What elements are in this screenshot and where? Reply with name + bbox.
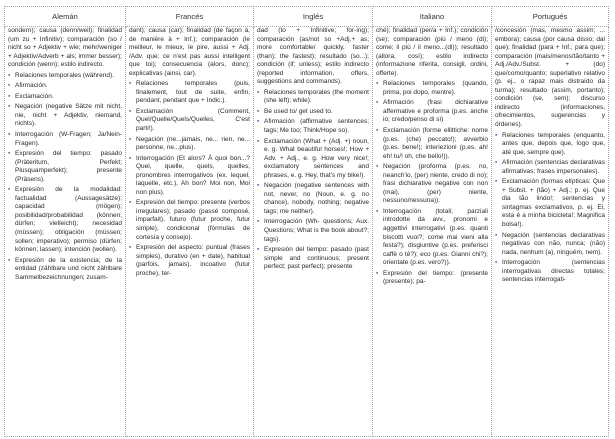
paragraph-text: Expresión del tiempo: (presente (presente); pa- bbox=[383, 269, 488, 286]
bullet-item bbox=[376, 127, 488, 161]
bullet-item bbox=[495, 259, 605, 285]
bullet-marker-icon: ▪ bbox=[8, 131, 11, 139]
bullet-marker-icon: ▪ bbox=[8, 82, 11, 90]
bullet-item bbox=[257, 138, 369, 181]
paragraph-text: dant); causa (car); finalidad (de façon à, de manière à + Inf.); comparación (le meilleur, le mieux, le pire, aussi + Adj. /Adv. que; ce n'est pas aussi intelligent que toi); consecuencia (alors, donc); explicativas (ainsi, car). bbox=[129, 27, 250, 77]
bullet-marker-icon: ▪ bbox=[495, 178, 498, 186]
paragraph-text: Afirmación (affirmative sentences; tags; Me too; Think/Hope so). bbox=[264, 118, 369, 135]
column-cell-aleman bbox=[5, 27, 126, 437]
column-cell-portugues bbox=[492, 27, 609, 437]
bullet-marker-icon: ▪ bbox=[376, 163, 379, 171]
bullet-item bbox=[257, 118, 369, 135]
continued-paragraph bbox=[8, 27, 122, 70]
paragraph-text: /concesión (mas, mesmo assim; ... embora); causa (por causa disso; dal que); finalidad (para + Inf.; para que); comparación (mais/menos/tão/tanto + Adj./Adv./Subst. + (do) que/como/quanto; superlativo relativo (p. ej., o rapaz mais distraído da turma); resultado (assim, portanto); condición (se, sem); discurso indirecto (informaciones, ofrecimientos, sugerencias y órdenes). bbox=[495, 27, 605, 129]
continued-paragraph bbox=[257, 27, 369, 87]
paragraph-text: Relaciones temporales (puis, finalement, tout de suite, enfin, pendant, pendant que + Indic.). bbox=[136, 80, 250, 105]
paragraph-text: Relaciones temporales (quando, prima, poi dopo, mentre). bbox=[383, 80, 488, 96]
cell-content bbox=[8, 27, 122, 436]
bullet-marker-icon: ▪ bbox=[376, 99, 379, 107]
paragraph-text: Interrogación (Et alors? À quoi bon...? Quel, quelle, quels, quelles, pronombres interrogativos (ex. lequel, laquelle, etc.), Ah bon? Moi non, Moi non plus). bbox=[136, 154, 250, 196]
bullet-marker-icon: ▪ bbox=[495, 159, 498, 167]
paragraph-text: Relaciones temporales (enquanto, antes que, depois que, logo que, até que, sempre que). bbox=[502, 131, 605, 156]
paragraph-text: Interrogación (totali; parziali introdotte da avv., pronomi e aggettivi interrogativi (p.es. quanti biscotti vuoi?; come mai vieni alla festa?); disgiuntive (p.es. preferisci caffè o tè?); eco (p.es. Gianni chi?); orientate (p.es. vero?)). bbox=[383, 207, 488, 267]
bullet-marker-icon: ▪ bbox=[257, 107, 260, 115]
language-grammar-table-wrapper bbox=[4, 6, 608, 434]
bullet-item bbox=[8, 82, 122, 91]
bullet-item bbox=[129, 199, 250, 242]
paragraph-text: Negación (negative Sätze mit nicht, nie, nicht + Adjektiv, niemand, nichts). bbox=[15, 103, 122, 128]
paragraph-text: dad (to + Infinitive; for-ing); comparación (as/not so +Adj.+ as; more comfortable/ quickly, faster (than); the fastest); resultado (so...); condición (if; unless); estilo indirecto (reported information, offers, suggestions and commands). bbox=[257, 27, 369, 86]
paragraph-text: Relaciones temporales (the moment (she left); while). bbox=[264, 88, 369, 105]
bullet-marker-icon: ▪ bbox=[8, 186, 11, 194]
bullet-marker-icon: ▪ bbox=[8, 103, 11, 111]
bullet-item bbox=[129, 108, 250, 134]
bullet-item bbox=[376, 270, 488, 287]
bullet-item bbox=[8, 150, 122, 184]
column-header-aleman: Alemán bbox=[5, 7, 126, 27]
paragraph-text: Expresión de la existencia; de la entidad (zählbare und nicht zählbare Sammelbezeichnungen; zusam- bbox=[15, 256, 122, 281]
bullet-marker-icon: ▪ bbox=[376, 80, 379, 88]
paragraph-text: Expresión de la modalidad: factualidad (Aussagesätze); capacidad (mögen); posibilidad/probabilidad (können; dürfen; vielleicht); necesidad (müssen); obligación (müssen; sollen; imperativo); permiso (dürfen; können; lassen); intención (wollen). bbox=[15, 186, 122, 254]
column-cell-ingles bbox=[254, 27, 373, 437]
paragraph-text: Interrogación (W-Fragen; Ja/Nein-Fragen). bbox=[15, 131, 122, 147]
bullet-item bbox=[257, 182, 369, 216]
continued-paragraph bbox=[376, 27, 488, 78]
bullet-marker-icon: ▪ bbox=[129, 154, 132, 162]
bullet-marker-icon: ▪ bbox=[257, 88, 260, 96]
paragraph-text: Expresión del tiempo: presente (verbos irregulares); pasado (passé composé, imparfait), futuro (futur proche, futur simple), condicional (fórmulas de cortesía y consejo). bbox=[136, 199, 250, 241]
continued-paragraph bbox=[129, 27, 250, 78]
column-header-ingles: Inglés bbox=[254, 7, 373, 27]
bullet-marker-icon: ▪ bbox=[8, 71, 11, 79]
bullet-marker-icon: ▪ bbox=[129, 244, 132, 252]
paragraph-text: Exclamación (What + (Adj. +) noun, e. g. What beautiful horses!; How + Adv. + Adj., e. g. How very nice!; exclamatory sentences and phrases, e. g. Hey, that's my bike!). bbox=[264, 137, 369, 179]
bullet-marker-icon: ▪ bbox=[495, 259, 498, 267]
bullet-item bbox=[257, 246, 369, 272]
column-cell-italiano bbox=[373, 27, 492, 437]
paragraph-text: Afirmación (frasi dichiarative affermative e proforma (p.es. anche io; credo/penso di sì) bbox=[383, 99, 488, 124]
bullet-item bbox=[129, 244, 250, 278]
bullet-item bbox=[376, 208, 488, 268]
bullet-marker-icon: ▪ bbox=[495, 131, 498, 139]
paragraph-text: Interrogación (sentencias interrogativas directas totales; sentencias interrogati- bbox=[502, 259, 605, 284]
bullet-item bbox=[495, 159, 605, 176]
bullet-item bbox=[129, 155, 250, 198]
bullet-item bbox=[257, 89, 369, 106]
bullet-item bbox=[257, 108, 369, 117]
bullet-item bbox=[8, 72, 122, 81]
cell-content bbox=[129, 27, 250, 436]
bullet-item bbox=[8, 93, 122, 102]
continued-paragraph bbox=[495, 27, 605, 130]
bullet-marker-icon: ▪ bbox=[257, 218, 260, 226]
paragraph-text: Exclamación (formas elípticas: Que + Subst. + (tão) + Adj.; p. ej. Que dia tão lindo!; sentencias y sintagmas exclamativos, p. ej. Ei, esta é a minha bicicleta!; Magnifica bolsa!). bbox=[502, 178, 605, 229]
bullet-item bbox=[495, 132, 605, 158]
column-header-portugues: Portugués bbox=[492, 7, 609, 27]
bullet-item bbox=[495, 232, 605, 258]
bullet-marker-icon: ▪ bbox=[376, 269, 379, 277]
bullet-marker-icon: ▪ bbox=[257, 246, 260, 254]
bullet-item bbox=[8, 257, 122, 283]
bullet-item bbox=[257, 218, 369, 244]
bullet-item bbox=[495, 178, 605, 229]
content-row bbox=[5, 27, 609, 437]
bullet-item bbox=[8, 131, 122, 148]
bullet-marker-icon: ▪ bbox=[8, 150, 11, 158]
bullet-item bbox=[129, 80, 250, 106]
bullet-marker-icon: ▪ bbox=[376, 207, 379, 215]
language-grammar-table bbox=[4, 6, 609, 437]
paragraph-text: Negación (ne...jamais, ne... rien, ne... personne, ne...plus). bbox=[136, 135, 250, 152]
paragraph-text: Expresión del aspecto: puntual (frases simples), durativo (en + date), habitual (parfois, jamais), incoativo (futur proche), ter- bbox=[136, 244, 250, 277]
cell-content bbox=[376, 27, 488, 436]
bullet-item bbox=[376, 99, 488, 125]
paragraph-text: Expresión del tiempo: pasado (past simple and continuous; present perfect; past perfect); presente bbox=[264, 246, 369, 271]
bullet-marker-icon: ▪ bbox=[257, 137, 260, 145]
paragraph-text: Expresión del tiempo: pasado (Präteritum, Perfekt; Plusquamperfekt); presente (Präsens). bbox=[15, 150, 122, 183]
bullet-item bbox=[8, 103, 122, 129]
paragraph-text: Negación (sentencias declarativas negativas con não, nunca; (não) nada, nenhum (a), ninguém, nem). bbox=[502, 231, 605, 256]
paragraph-text: Afirmación. bbox=[15, 82, 48, 90]
bullet-item bbox=[376, 80, 488, 97]
paragraph-text: ché); finalidad (per/a + Inf.); condición (se); comparación (più / meno (di); come; il più / il meno...(di)); resultado (allora, così); estilo indirecto (informazione riferita, consigli, ordini, offerte). bbox=[376, 27, 488, 77]
bullet-marker-icon: ▪ bbox=[257, 118, 260, 126]
column-header-frances: Francés bbox=[126, 7, 254, 27]
cell-content bbox=[257, 27, 369, 436]
cell-content bbox=[495, 27, 605, 436]
paragraph-text: Negación (proforma (p.es. no, neanch'io, (per) niente, credo di no); frasi dichiarative negative con non (mai), (per) niente, nessuno/nessuna)). bbox=[383, 163, 488, 205]
column-cell-frances bbox=[126, 27, 254, 437]
paragraph-text: Negación (negative sentences with not, never, no (Noun, e. g. no chance), nobody, nothing; negative tags; me neither). bbox=[264, 182, 369, 215]
column-header-italiano: Italiano bbox=[373, 7, 492, 27]
bullet-marker-icon: ▪ bbox=[129, 199, 132, 207]
paragraph-text: Be used to/ get used to. bbox=[264, 107, 333, 115]
paragraph-text: Exclamación. bbox=[15, 92, 54, 100]
bullet-marker-icon: ▪ bbox=[129, 135, 132, 143]
bullet-item bbox=[8, 186, 122, 254]
bullet-item bbox=[129, 136, 250, 153]
paragraph-text: Relaciones temporales (während). bbox=[15, 71, 114, 79]
bullet-marker-icon: ▪ bbox=[8, 256, 11, 264]
bullet-marker-icon: ▪ bbox=[495, 231, 498, 239]
bullet-marker-icon: ▪ bbox=[129, 107, 132, 115]
bullet-marker-icon: ▪ bbox=[257, 182, 260, 190]
paragraph-text: Exclamación (Comment, Quel/Quelle/Quels/Quelles, C'est parti!). bbox=[136, 107, 250, 133]
paragraph-text: Exclamación (forme ellittiche: nome (p.es. (che) peccato!); avverbio (p.es. bene!); interiezioni (p.es. ah! eh! tu/! oh, che bello!)). bbox=[383, 127, 488, 160]
header-row bbox=[5, 7, 609, 27]
bullet-marker-icon: ▪ bbox=[376, 127, 379, 135]
paragraph-text: sondern); causa (denn/weil); finalidad (um zu + Infinitiv); comparación (so / nicht so + Adjektiv + wie; mehr/weniger + Adjektiv/Adverb + als; immer besser); condición (wenn); estilo indirecto. bbox=[8, 27, 122, 69]
bullet-marker-icon: ▪ bbox=[8, 92, 11, 100]
paragraph-text: Interrogación (Wh- questions; Aux. Questions; What is the book about?; tags). bbox=[264, 218, 369, 243]
bullet-item bbox=[376, 163, 488, 206]
bullet-marker-icon: ▪ bbox=[129, 80, 132, 88]
paragraph-text: Afirmación (sentencias declarativas afirmativas; frases impersonales). bbox=[502, 159, 605, 175]
